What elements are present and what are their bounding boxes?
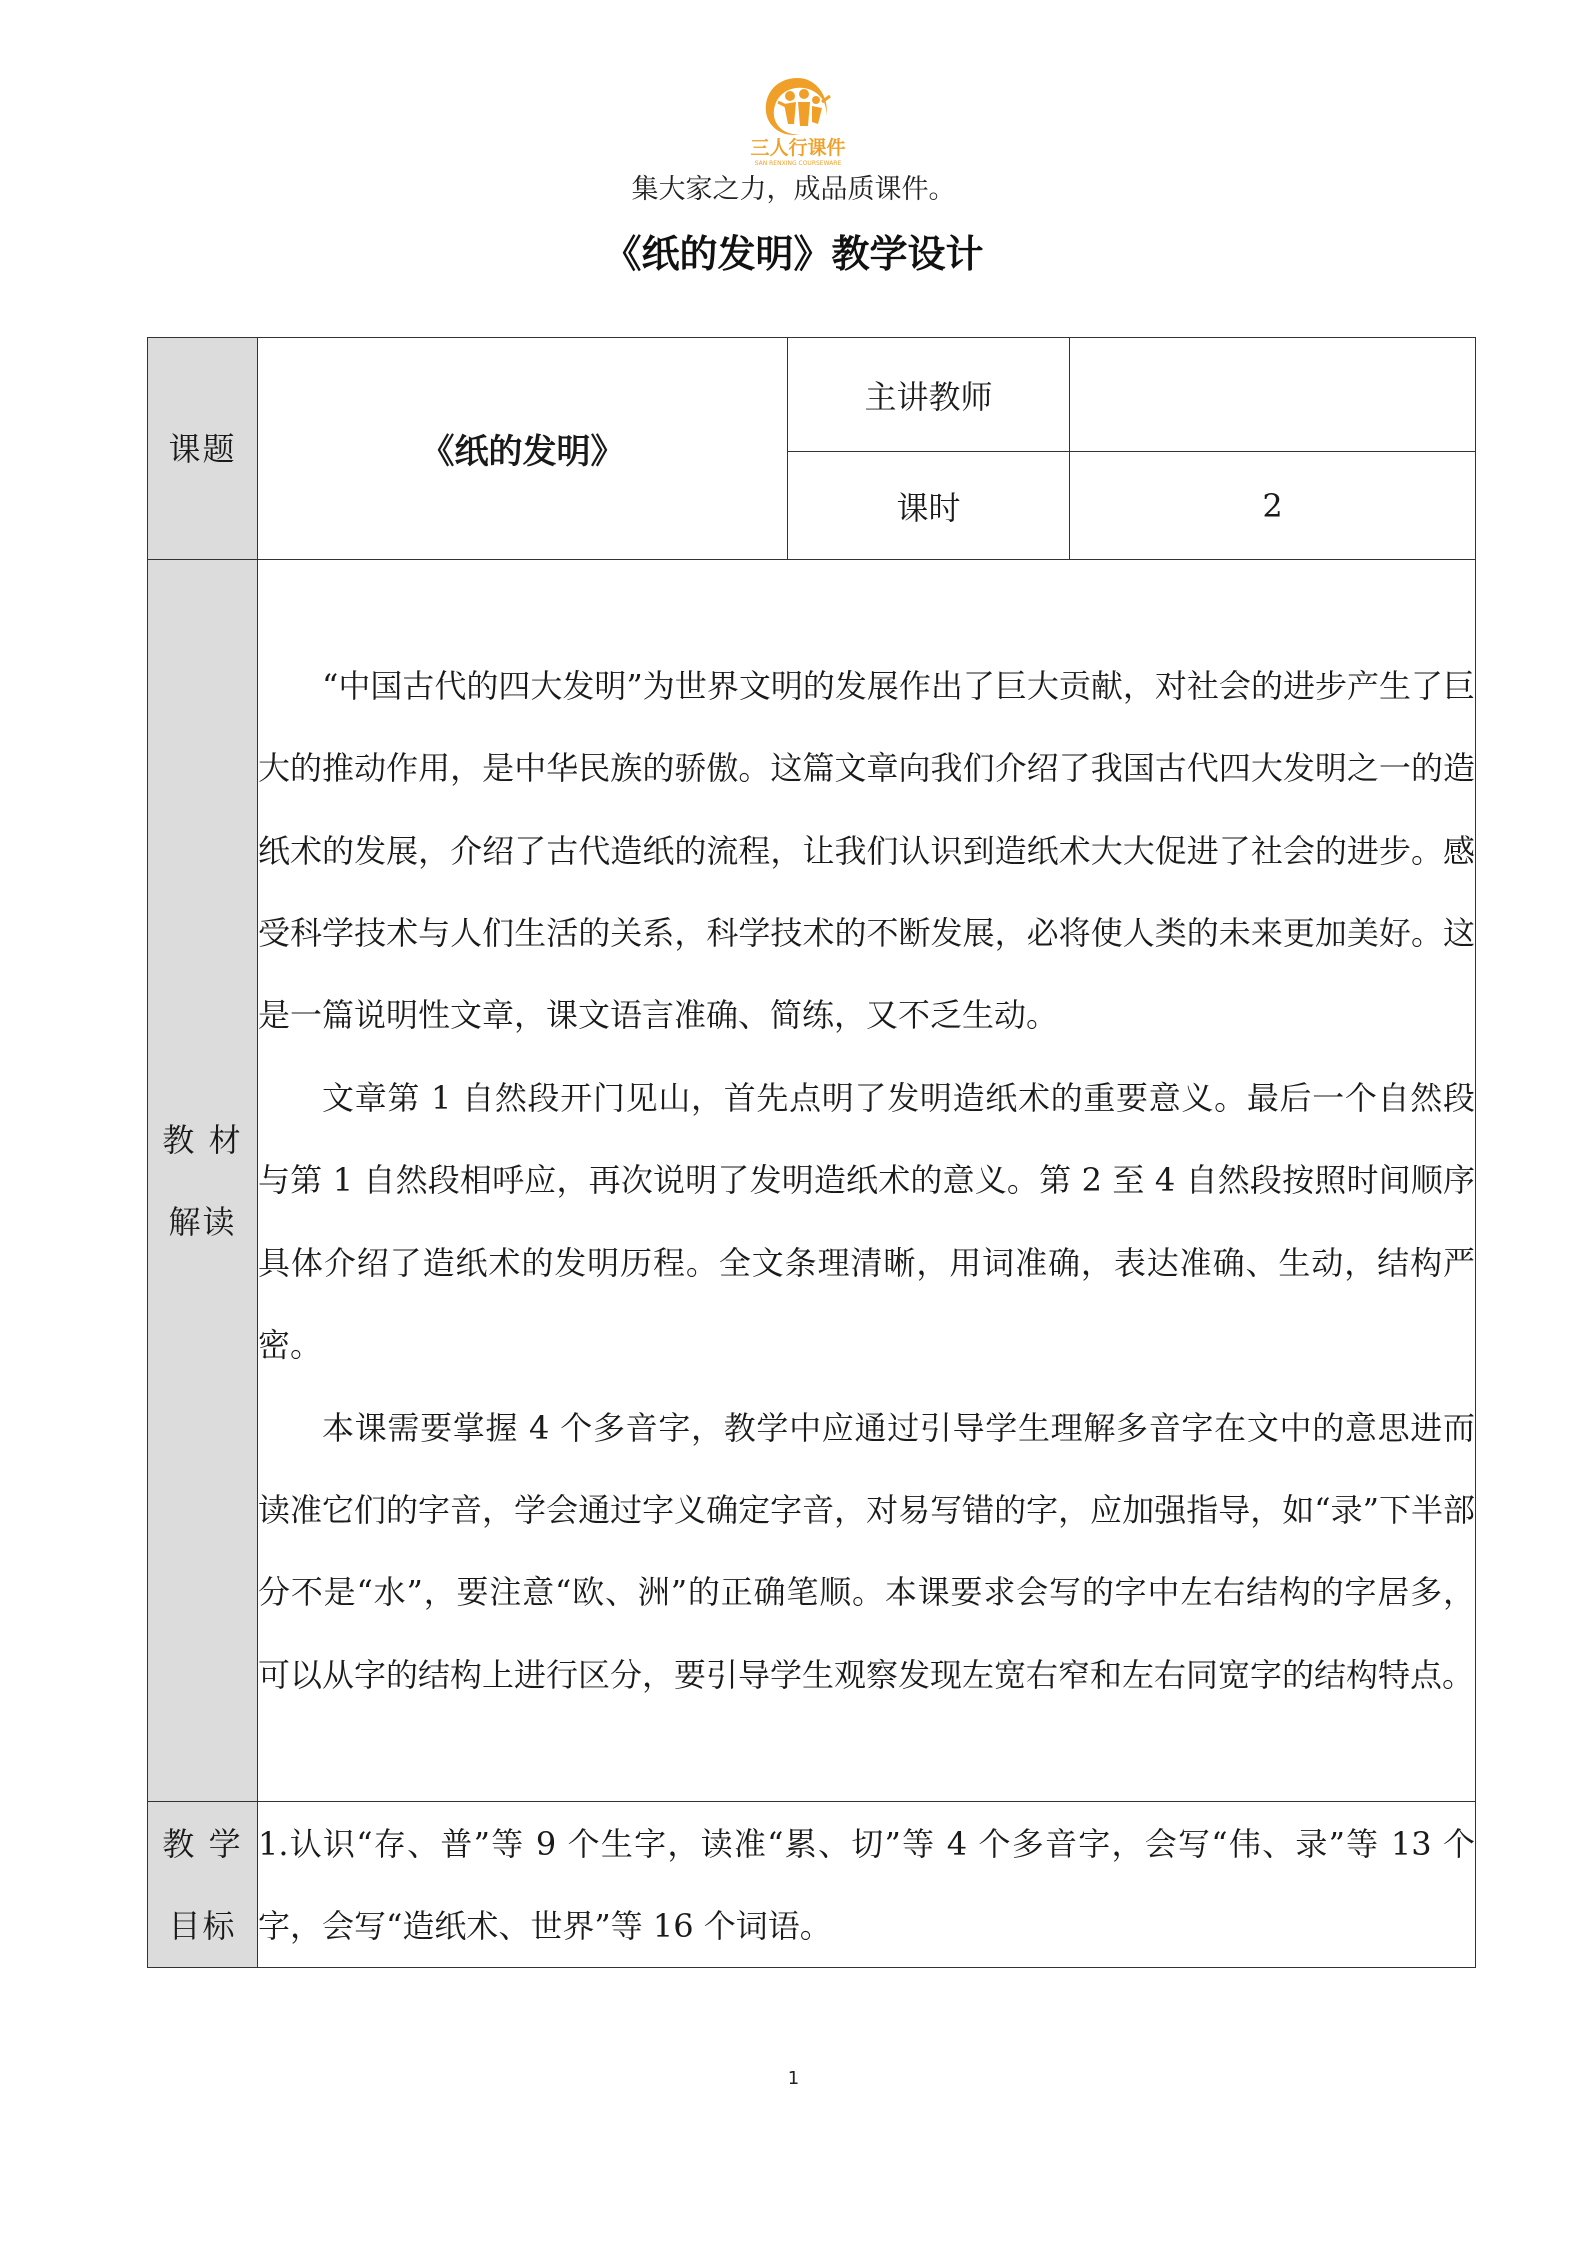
goal-label-line2: 目标: [168, 1906, 237, 1945]
slogan: 集大家之力，成品质课件。: [631, 174, 956, 205]
topic-value: 《纸的发明》: [258, 338, 788, 560]
teacher-label: 主讲教师: [788, 338, 1070, 452]
material-paragraph: 本课需要掌握 4 个多音字，教学中应通过引导学生理解多音字在文中的意思进而读准它们的字音，学会通过字义确定字音，对易写错的字，应加强指导，如“录”下半部分不是“水”，要注意“欧、洲”的正确笔顺。本课要求会写的字中左右结构的字居多，可以从字的结构上进行区分，要引导学生观察发现左宽右窄和左右同宽字的结构特点。: [258, 1408, 1475, 1694]
teaching-goals-text: 1.认识“存、普”等 9 个生字，读准“累、切”等 4 个多音字，会写“伟、录”等 13 个字，会写“造纸术、世界”等 16 个词语。: [258, 1802, 1476, 1968]
material-analysis-text: [258, 560, 1476, 1802]
topic-label: 课题: [148, 338, 258, 560]
period-label: 课时: [788, 452, 1070, 560]
logo-emblem-icon: [738, 72, 858, 168]
page-number: 1: [787, 2068, 800, 2089]
material-label-line1: 教 材: [162, 1120, 243, 1159]
page-title: 《纸的发明》教学设计: [603, 232, 984, 276]
goal-label-line1: 教 学: [162, 1824, 243, 1863]
material-paragraph: “中国古代的四大发明”为世界文明的发展作出了巨大贡献，对社会的进步产生了巨大的推动作用，是中华民族的骄傲。这篇文章向我们介绍了我国古代四大发明之一的造纸术的发展，介绍了古代造纸的流程，让我们认识到造纸术大大促进了社会的进步。感受科学技术与人们生活的关系，科学技术的不断发展，必将使人类的未来更加美好。这是一篇说明性文章，课文语言准确、简练，又不乏生动。: [258, 666, 1475, 1035]
svg-text:三人行课件: 三人行课件: [750, 137, 846, 159]
period-value: 2: [1070, 452, 1476, 560]
svg-text:SAN RENXING COURSEWARE: SAN RENXING COURSEWARE: [754, 160, 842, 167]
lesson-plan-table: [147, 337, 1476, 1968]
teacher-value: [1070, 338, 1476, 452]
brand-logo: [738, 72, 858, 168]
material-paragraph: 文章第 1 自然段开门见山，首先点明了发明造纸术的重要意义。最后一个自然段与第 1 自然段相呼应，再次说明了发明造纸术的意义。第 2 至 4 自然段按照时间顺序具体介绍了造纸术的发明历程。全文条理清晰，用词准确，表达准确、生动，结构严密。: [258, 1078, 1475, 1365]
material-label-line2: 解读: [168, 1202, 237, 1241]
teaching-goals-label: [148, 1802, 258, 1968]
material-analysis-label: [148, 560, 258, 1802]
